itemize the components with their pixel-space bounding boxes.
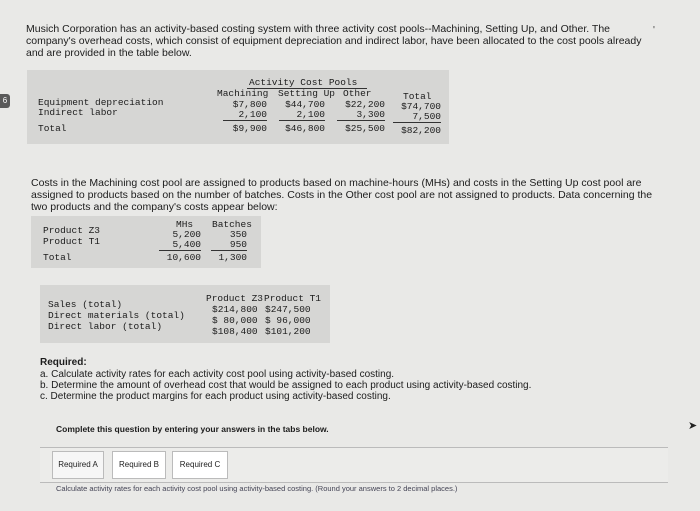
- row-label-equipment-depreciation: Equipment depreciation: [38, 97, 164, 108]
- tab-required-c[interactable]: Required C: [172, 451, 228, 479]
- middle-line-1: Costs in the Machining cost pool are assigned to products based on machine-hours (MHs) and costs in the Setting Up cost pool are: [31, 177, 642, 189]
- row-label-direct-labor: Direct labor (total): [48, 321, 163, 332]
- cell-total-setting-up: $46,800: [285, 123, 325, 134]
- cell-z3-batches: 350: [229, 229, 247, 240]
- cell-sales-t1: $247,500: [265, 304, 311, 315]
- intro-line-2: company's overhead costs, which consist of equipment depreciation and indirect labor, have been allocated to the cost pools already: [26, 35, 642, 47]
- cell-labor-t1: $101,200: [265, 326, 311, 337]
- cell-labor-total: 7,500: [393, 111, 441, 123]
- col-header-product-z3: Product Z3: [206, 293, 264, 304]
- row-label-product-t1: Product T1: [43, 236, 101, 247]
- row-label-total: Total: [38, 123, 67, 134]
- required-c-text: c. Determine the product margins for each product using activity-based costing.: [40, 391, 391, 402]
- cell-materials-t1: $ 96,000: [265, 315, 311, 326]
- middle-line-2: assigned to products based on the number of batches. Costs in the Other cost pool are not assigned to products. Data concerning the: [31, 189, 653, 201]
- cell-t1-mhs: 5,400: [159, 239, 201, 251]
- cell-z3-mhs: 5,200: [172, 229, 201, 240]
- activity-data-table: [31, 216, 261, 268]
- required-b-text: b. Determine the amount of overhead cost that would be assigned to each product using activity-based costing.: [40, 380, 532, 391]
- cell-labor-other: 3,300: [337, 109, 385, 121]
- col-header-machining: Machining: [217, 88, 269, 99]
- cell-equip-total: $74,700: [401, 101, 441, 112]
- intro-line-1: Musich Corporation has an activity-based costing system with three activity cost pools--Machining, Setting Up, and Other. The: [26, 23, 610, 35]
- cell-sales-z3: $214,800: [212, 304, 258, 315]
- row-label-product-z3: Product Z3: [43, 225, 101, 236]
- cell-labor-setting-up: 2,100: [279, 109, 325, 121]
- col-header-setting-up: Setting Up: [278, 88, 336, 99]
- tab-instruction-text: Calculate activity rates for each activity cost pool using activity-based costing. (Round your answers to 2 decimal places.): [56, 484, 458, 493]
- row-label-activity-total: Total: [43, 252, 72, 263]
- col-header-total: Total: [403, 91, 432, 102]
- cell-equip-machining: $7,800: [232, 99, 267, 110]
- cost-pools-group-header: Activity Cost Pools: [249, 77, 358, 88]
- col-header-other: Other: [343, 88, 372, 99]
- col-header-mhs: MHs: [176, 219, 194, 230]
- cell-total-other: $25,500: [345, 123, 385, 134]
- intro-line-3: and are provided in the table below.: [26, 47, 192, 59]
- cell-t1-batches: 950: [211, 239, 247, 251]
- question-number-tab[interactable]: 6: [0, 94, 10, 108]
- cell-total-batches: 1,300: [218, 252, 247, 263]
- cost-pools-table: [27, 70, 449, 144]
- cell-equip-other: $22,200: [345, 99, 385, 110]
- middle-line-3: two products and the company's costs appear below:: [31, 201, 278, 213]
- row-label-sales: Sales (total): [48, 299, 123, 310]
- row-label-indirect-labor: Indirect labor: [38, 107, 118, 118]
- tab-required-a[interactable]: Required A: [52, 451, 104, 479]
- mouse-cursor-icon: ➤: [688, 420, 698, 432]
- col-header-product-t1: Product T1: [264, 293, 322, 304]
- cell-labor-z3: $108,400: [212, 326, 258, 337]
- row-label-direct-materials: Direct materials (total): [48, 310, 185, 321]
- answer-tabs-bar: [40, 447, 668, 483]
- cell-total-mhs: 10,600: [166, 252, 201, 263]
- cell-labor-machining: 2,100: [223, 109, 267, 121]
- required-a-text: a. Calculate activity rates for each activity cost pool using activity-based costing.: [40, 369, 395, 380]
- cell-equip-setting-up: $44,700: [285, 99, 325, 110]
- required-heading: Required:: [40, 357, 87, 368]
- cell-total-total: $82,200: [401, 125, 441, 136]
- cell-total-machining: $9,900: [232, 123, 267, 134]
- sales-cost-table: [40, 285, 330, 343]
- col-header-batches: Batches: [212, 219, 252, 230]
- apostrophe-mark: ': [653, 25, 655, 36]
- cell-materials-z3: $ 80,000: [212, 315, 258, 326]
- instruction-text: Complete this question by entering your answers in the tabs below.: [56, 424, 329, 434]
- tab-required-b[interactable]: Required B: [112, 451, 166, 479]
